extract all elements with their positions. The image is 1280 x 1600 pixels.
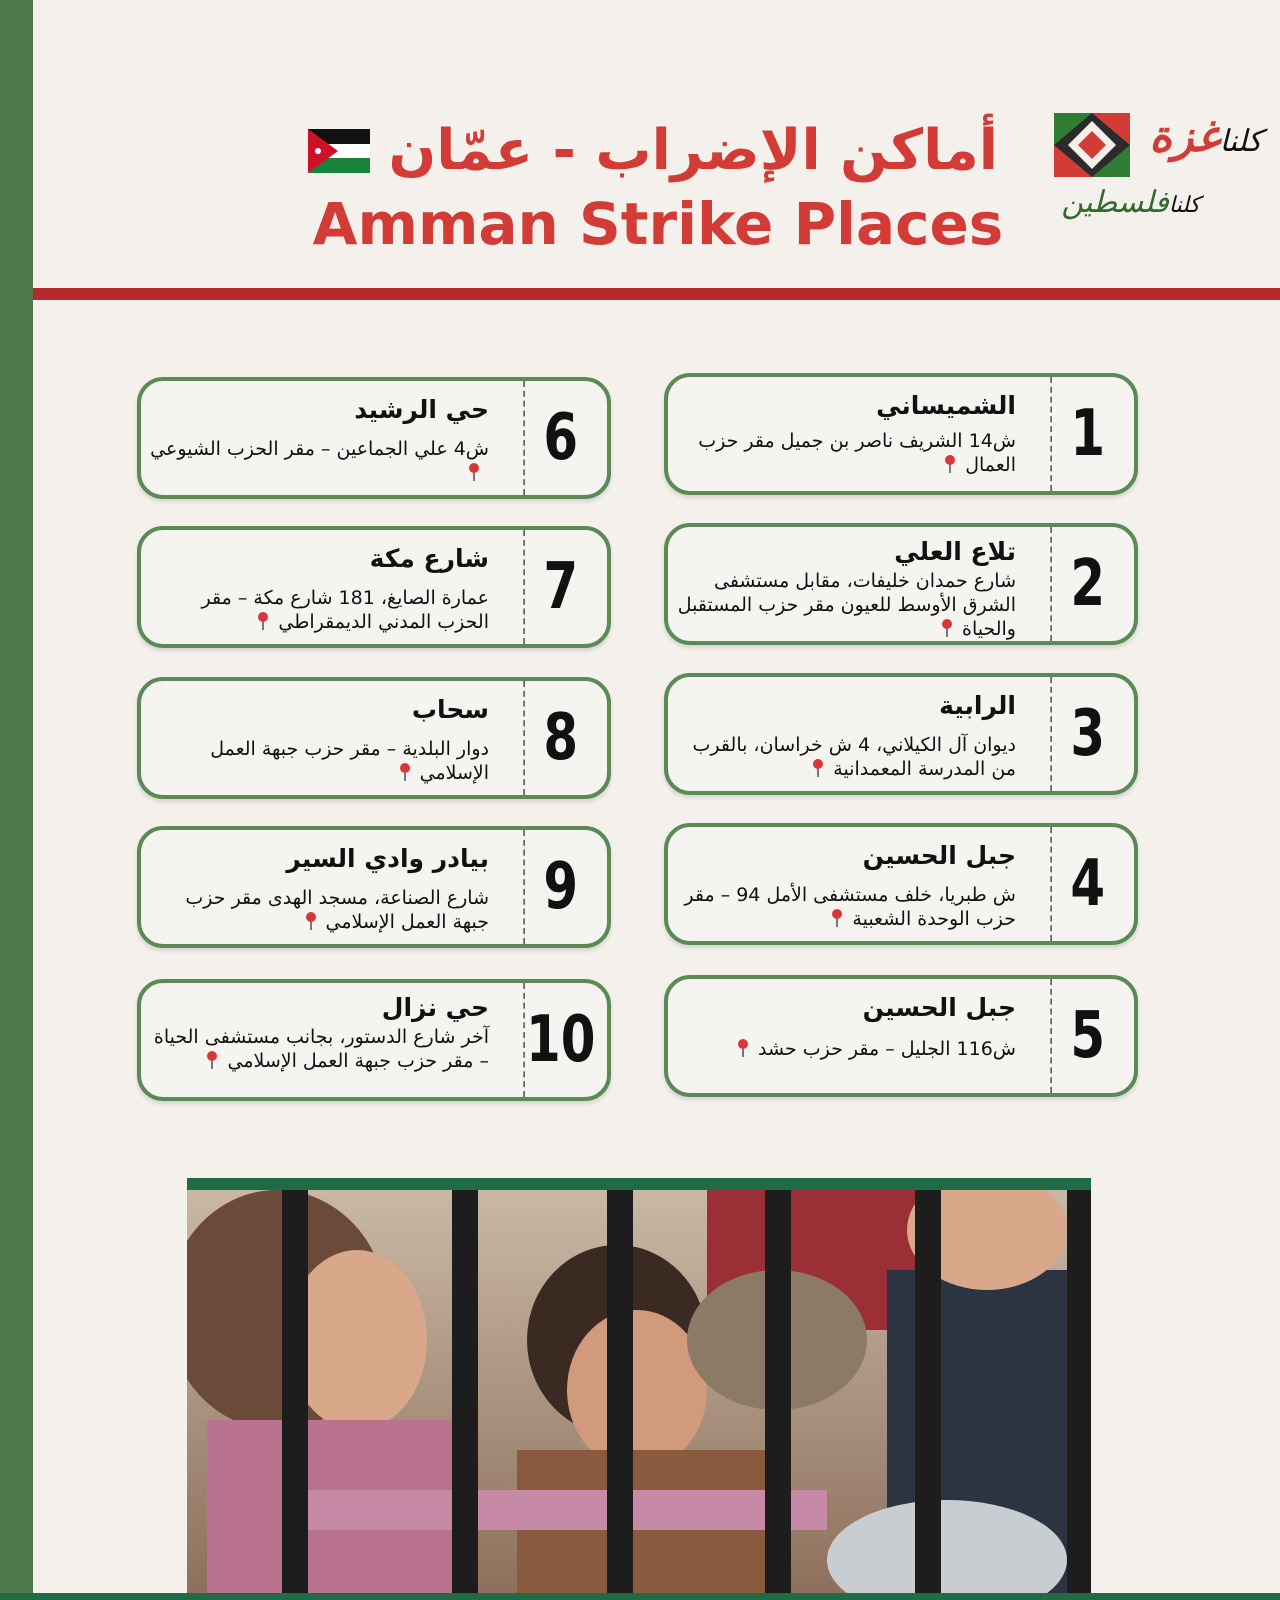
children-behind-bars-photo bbox=[187, 1178, 1091, 1600]
place-address: ش14 الشريف ناصر بن جميل مقر حزب العمال bbox=[698, 430, 1016, 476]
side-green-bar bbox=[0, 0, 33, 1600]
title-row bbox=[308, 118, 998, 183]
header-divider bbox=[33, 288, 1280, 300]
photo-image bbox=[187, 1190, 1091, 1600]
place-number: 6 bbox=[523, 381, 596, 495]
header bbox=[33, 0, 1280, 290]
place-name: تلاع العلي bbox=[894, 537, 1016, 566]
place-number: 10 bbox=[523, 983, 596, 1097]
place-name: حي نزال bbox=[381, 993, 489, 1022]
location-pin-icon bbox=[469, 463, 479, 481]
location-pin-icon bbox=[306, 912, 316, 930]
place-name: جبل الحسين bbox=[862, 993, 1016, 1022]
place-address: ش116 الجليل – مقر حزب حشد bbox=[676, 1037, 1016, 1061]
place-number: 3 bbox=[1050, 677, 1123, 791]
place-number: 7 bbox=[523, 530, 596, 644]
bottom-border bbox=[0, 1593, 1280, 1600]
place-card-3 bbox=[664, 673, 1138, 795]
place-address: دوار البلدية – مقر حزب جبهة العمل الإسلامي bbox=[210, 738, 489, 784]
place-address: آخر شارع الدستور، بجانب مستشفى الحياة – مقر حزب جبهة العمل الإسلامي bbox=[153, 1026, 489, 1072]
place-name: شارع مكة bbox=[369, 544, 489, 573]
place-card-6 bbox=[137, 377, 611, 499]
jordan-flag-icon bbox=[308, 129, 370, 173]
place-number: 2 bbox=[1050, 527, 1123, 641]
place-card-4 bbox=[664, 823, 1138, 945]
location-pin-icon bbox=[400, 763, 410, 781]
place-address: عمارة الصايغ، 181 شارع مكة – مقر الحزب المدني الديمقراطي bbox=[201, 587, 489, 633]
location-pin-icon bbox=[258, 612, 268, 630]
place-card-10 bbox=[137, 979, 611, 1101]
place-number: 9 bbox=[523, 830, 596, 944]
photo-top-border bbox=[187, 1178, 1091, 1190]
place-name: الرابية bbox=[939, 691, 1016, 720]
place-name: جبل الحسين bbox=[862, 841, 1016, 870]
location-pin-icon bbox=[738, 1039, 748, 1057]
location-pin-icon bbox=[942, 619, 952, 637]
place-number: 1 bbox=[1050, 377, 1123, 491]
place-name: بيادر وادي السير bbox=[286, 844, 489, 873]
location-pin-icon bbox=[945, 455, 955, 473]
place-address: شارع الصناعة، مسجد الهدى مقر حزب جبهة العمل الإسلامي bbox=[185, 887, 489, 933]
place-card-1 bbox=[664, 373, 1138, 495]
place-address: ش4 علي الجماعين – مقر الحزب الشيوعي bbox=[149, 437, 489, 485]
place-number: 8 bbox=[523, 681, 596, 795]
place-card-9 bbox=[137, 826, 611, 948]
pattern-icon bbox=[1054, 113, 1130, 177]
location-pin-icon bbox=[207, 1051, 217, 1069]
place-name: سحاب bbox=[411, 695, 489, 724]
page-title-english: Amman Strike Places bbox=[312, 190, 1004, 258]
place-address: شارع حمدان خليفات، مقابل مستشفى الشرق الأوسط للعيون مقر حزب المستقبل والحياة bbox=[677, 570, 1016, 640]
place-number: 4 bbox=[1050, 827, 1123, 941]
gaza-palestine-logo bbox=[1037, 105, 1262, 255]
place-card-8 bbox=[137, 677, 611, 799]
place-card-5 bbox=[664, 975, 1138, 1097]
logo-line-palestine: كلنافلسطين bbox=[1061, 185, 1200, 220]
place-number: 5 bbox=[1050, 979, 1123, 1093]
place-address: ديوان آل الكيلاني، 4 ش خراسان، بالقرب من المدرسة المعمدانية bbox=[692, 734, 1016, 780]
place-card-2 bbox=[664, 523, 1138, 645]
page-title-arabic: أماكن الإضراب - عمّان bbox=[388, 118, 998, 183]
location-pin-icon bbox=[832, 909, 842, 927]
logo-line-gaza: كلناغزة bbox=[1149, 111, 1262, 162]
place-name: الشميساني bbox=[876, 391, 1016, 420]
place-address: ش طبريا، خلف مستشفى الأمل 94 – مقر حزب الوحدة الشعبية bbox=[684, 884, 1016, 930]
place-card-7 bbox=[137, 526, 611, 648]
place-name: حي الرشيد bbox=[354, 395, 489, 424]
location-pin-icon bbox=[813, 759, 823, 777]
